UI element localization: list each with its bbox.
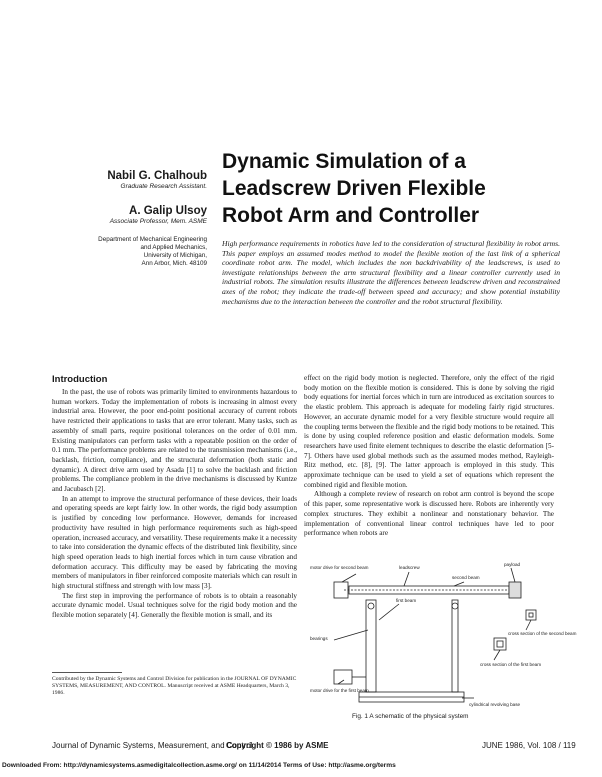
author-1-name: Nabil G. Chalhoub [107, 170, 207, 182]
institution-line: Ann Arbor, Mich. 48109 [141, 260, 207, 267]
section-heading: Introduction [52, 374, 108, 385]
institution-line: University of Michigan, [143, 252, 207, 259]
figure-label: motor drive for the first beam [310, 688, 369, 693]
paragraph: The first step in improving the performance of robots is to obtain a reasonably accurate dynamic model. Usual techniques solve for the rigid body motion and the flexible motion separately [4]. Generally the flexible motion is small, and its [52, 591, 297, 620]
cross-section-first-beam [494, 638, 506, 650]
volume-info: JUNE 1986, Vol. 108 / 119 [482, 741, 576, 750]
footnote: Contributed by the Dynamic Systems and Control Division for publication in the JOURNAL OF DYNAMIC SYSTEMS, MEASUREMENT, AND CONTROL. Manuscript received at ASME Headquarters, March 3, 1986. [52, 676, 297, 696]
column-left [52, 388, 297, 621]
figure-label: cylindrical revolving base [469, 702, 521, 707]
download-line: Downloaded From: http://dynamicsystems.asmedigitalcollection.asme.org/ on 11/14/2014 Terms of Use: http://asme.org/terms [2, 762, 396, 769]
paragraph: In an attempt to improve the structural performance of these devices, their loads and operating speeds are kept fairly low. In other words, the rigid body assumption is justified by conceding low performance. However, demands for increased productivity have resulted in high performance requirements such as high-speed operation, increased accuracy, and versatility. These requirements make it a necessity to take into consideration the dynamic effects of the distributed link flexibility, since high speed operation leads to high inertial forces which in turn cause vibration and deformation accuracy. This difficulty may be eased by fabricating the moving members of manipulators in fiber reinforced composite materials which can result in high structural stiffness and strength with low mass [3]. [52, 494, 298, 591]
author-1-affiliation: Graduate Research Assistant. [120, 183, 207, 190]
figure-caption: Fig. 1 A schematic of the physical system [352, 713, 469, 720]
copyright-notice: Copyright © 1986 by ASME [226, 741, 329, 750]
figure-label: second beam [452, 575, 480, 580]
institution-line: Department of Mechanical Engineering [98, 236, 207, 243]
paragraph: Although a complete review of research on robot arm control is beyond the scope of this paper, some representative work is discussed here. Robots are inherently very complex structures. They exhibit a nonlinear and nonstationary behavior. The implementation of conventional linear control techniques have led to poor performance when robots are [304, 490, 554, 538]
figure-label: cross section of the second beam [508, 631, 577, 636]
column-right [304, 374, 554, 539]
figure-schematic [304, 560, 577, 710]
first-beam-shape [366, 600, 376, 692]
figure-label: cross section of the first beam [480, 662, 542, 667]
author-2-name: A. Galip Ulsoy [129, 205, 207, 217]
paper-title: Dynamic Simulation of a Leadscrew Driven Flexible Robot Arm and Controller [222, 150, 486, 227]
journal-name: Journal of Dynamic Systems, Measurement, and Control [52, 741, 253, 750]
paragraph: In the past, the use of robots was primarily limited to environments hazardous to human workers. Today the implementation of robots is increasing in almost every industrial area. However, the poor end-point positional accuracy of current robots have restricted their applications to tasks that are error tolerant. Many tasks, such as assembly of small parts, require positional tolerances on the order of 0.01 mm. Existing manipulators can perform tasks with a repeatable position on the order of 0.1 mm. The performance problems are related to the transmission mechanisms (i.e., backlash, friction, compliance), and the structural deformation (both static and dynamic). A direct drive arm used by Asada [1] to solve the backlash and friction problems. The compliance problem in the drive mechanisms is discussed by Kuntze and Jacubasch [2]. [52, 388, 297, 494]
author-2-affiliation: Associate Professor, Mem. ASME [109, 218, 207, 225]
figure-label: first beam [396, 598, 417, 603]
abstract: High performance requirements in robotics have led to the consideration of structural flexibility in robot arms. This paper employs an assumed modes method to model the flexible motion of the last link of a spherical coordinate robot arm. The model, which includes the non backdrivability of the leadscrews, is used to investigate relationships between the arm structural flexibility and a linear controller currently used in industrial robots. The simulation results illustrate the differences between leadscrew driven and reconstrained axes of the robot; they indicate the trade-off between speed and accuracy; and show potential instability mechanisms due to the interaction between the controller and the robot structural flexibility. [222, 239, 560, 306]
institution-line: and Applied Mechanics, [140, 244, 207, 251]
figure-label: leadscrew [399, 565, 420, 570]
cross-section-second-beam [526, 610, 536, 620]
figure-label: payload [504, 562, 521, 567]
author-block [95, 170, 207, 268]
paragraph: effect on the rigid body motion is neglected. Therefore, only the effect of the rigid body motion on the flexible motion is considered. This is done by solving the rigid body equations for inertial forces which in turn are introduced as excitation sources to the elastic problem. This approach is adequate for modeling fairly rigid structures. However, an accurate dynamic model for a very flexible structure would require all the coupling terms between the flexible and the rigid body motions to be retained. This is done by using coupled reference position and elastic deformation models. Some researchers have used finite element techniques to describe the elastic deformation [5-7]. Others have used global methods such as the assumed modes method, Rayleigh-Ritz method, etc. [8], [9]. The latter approach is employed in this study. This approximate technique can be used to yield a set of equations which represent the combined rigid and flexible motion. [304, 374, 554, 489]
footnote-rule [52, 672, 122, 673]
figure-label: bearings [310, 636, 328, 641]
figure-label: motor drive for second beam [310, 565, 369, 570]
payload-shape [509, 582, 521, 598]
